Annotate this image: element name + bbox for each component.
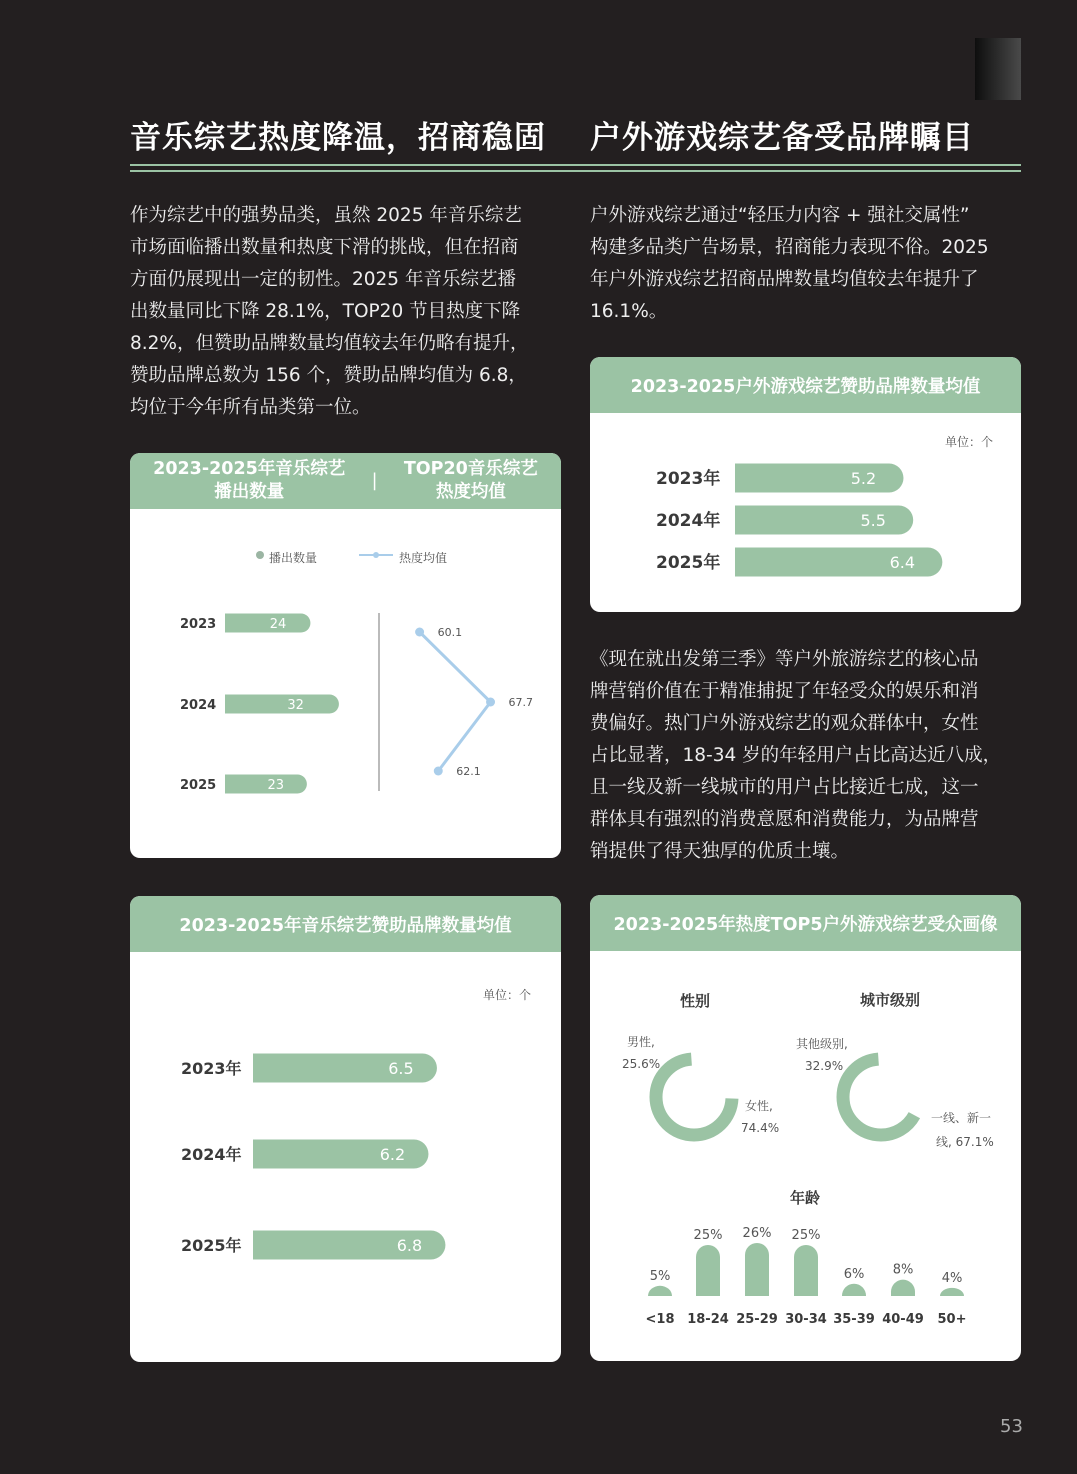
year-tick-label: 2023年 bbox=[656, 469, 721, 489]
heat-point-label: 60.1 bbox=[437, 626, 463, 639]
age-bar bbox=[891, 1280, 915, 1296]
sponsor-bar-value: 6.8 bbox=[396, 1236, 423, 1255]
year-tick-label: 2025年 bbox=[181, 1236, 242, 1255]
tier1-city-value: 线, 67.1% bbox=[936, 1135, 994, 1149]
paragraph-line: 群体具有强烈的消费意愿和消费能力，为品牌营 bbox=[590, 809, 979, 830]
broadcast-bar bbox=[225, 775, 307, 794]
paragraph-line: 《现在就出发第三季》等户外旅游综艺的核心品 bbox=[590, 649, 979, 670]
age-bar-value: 25% bbox=[693, 1228, 723, 1243]
female-label: 女性, bbox=[745, 1099, 773, 1113]
age-bar bbox=[794, 1245, 818, 1296]
male-value: 25.6% bbox=[622, 1057, 661, 1071]
card-header: 2023-2025年音乐综艺赞助品牌数量均值 bbox=[130, 896, 561, 952]
age-tick-label: <18 bbox=[645, 1312, 675, 1327]
age-bar bbox=[648, 1286, 672, 1296]
paragraph-line: 销提供了得天独厚的优质土壤。 bbox=[590, 841, 850, 862]
music-broadcast-card bbox=[130, 453, 561, 858]
heat-point bbox=[434, 767, 443, 776]
paragraph-line: 占比显著，18-34 岁的年轻用户占比高达近八成， bbox=[590, 745, 1002, 766]
outdoor-sponsor-plot bbox=[590, 357, 1021, 612]
age-tick-label: 18-24 bbox=[687, 1312, 729, 1327]
card-header: 2023-2025户外游戏综艺赞助品牌数量均值 bbox=[590, 357, 1021, 413]
heat-point bbox=[486, 698, 495, 707]
right-paragraph-2 bbox=[590, 644, 1022, 868]
paragraph-line: 牌营销价值在于精准捕捉了年轻受众的娱乐和消 bbox=[590, 681, 979, 702]
year-tick-label: 2024年 bbox=[656, 511, 721, 531]
legend-line-label: 热度均值 bbox=[399, 551, 448, 565]
paragraph-line: 且一线及新一线城市的用户占比接近七成，这一 bbox=[590, 777, 979, 798]
male-label: 男性, bbox=[627, 1035, 655, 1049]
left-paragraph bbox=[130, 200, 562, 424]
heading-rule-top bbox=[130, 164, 1021, 166]
sponsor-bar-value: 5.2 bbox=[850, 469, 877, 488]
age-bar bbox=[696, 1245, 720, 1296]
heat-point bbox=[415, 628, 424, 637]
year-tick-label: 2025年 bbox=[656, 553, 721, 573]
sponsor-bar bbox=[735, 506, 913, 535]
corner-tab-decoration bbox=[975, 38, 1021, 100]
unit-label: 单位：个 bbox=[945, 435, 994, 449]
title-line: 热度均值 bbox=[435, 482, 506, 502]
paragraph-line: 费偏好。热门户外游戏综艺的观众群体中，女性 bbox=[590, 713, 979, 734]
age-bar-value: 8% bbox=[892, 1262, 914, 1278]
card-header: 2023-2025年热度TOP5户外游戏综艺受众画像 bbox=[590, 895, 1021, 951]
age-bar-value: 5% bbox=[649, 1268, 671, 1284]
broadcast-bar bbox=[225, 614, 310, 633]
heat-point-label: 62.1 bbox=[456, 765, 481, 778]
female-value: 74.4% bbox=[741, 1121, 780, 1135]
paragraph-line: 方面仍展现出一定的韧性。2025 年音乐综艺播 bbox=[130, 269, 516, 290]
legend-bar-label: 播出数量 bbox=[269, 551, 318, 565]
year-tick-label: 2023 bbox=[180, 617, 217, 632]
other-city-value: 32.9% bbox=[805, 1059, 844, 1073]
age-tick-label: 40-49 bbox=[882, 1312, 924, 1327]
unit-label: 单位：个 bbox=[483, 988, 532, 1002]
age-tick-label: 25-29 bbox=[736, 1312, 778, 1327]
sponsor-bar-value: 6.2 bbox=[379, 1145, 406, 1164]
broadcast-bar-value: 23 bbox=[267, 778, 285, 793]
music-sponsor-card bbox=[130, 896, 561, 1362]
outdoor-sponsor-card bbox=[590, 357, 1021, 612]
heat-point-label: 67.7 bbox=[508, 696, 534, 709]
left-heading: 音乐综艺热度降温，招商稳固 bbox=[130, 120, 546, 156]
age-bar-value: 25% bbox=[791, 1228, 821, 1243]
page-number: 53 bbox=[1000, 1416, 1023, 1437]
age-bar-value: 6% bbox=[843, 1266, 865, 1282]
age-tick-label: 50+ bbox=[937, 1312, 967, 1327]
donut-slice bbox=[843, 1059, 919, 1135]
paragraph-line: 作为综艺中的强势品类，虽然 2025 年音乐综艺 bbox=[130, 205, 522, 226]
heading-rule-bottom bbox=[130, 170, 1021, 172]
paragraph-line: 出数量同比下降 28.1%，TOP20 节目热度下降 bbox=[130, 301, 521, 322]
gender-title: 性别 bbox=[680, 992, 711, 1010]
title-separator: | bbox=[371, 470, 378, 491]
paragraph-line: 8.2%，但赞助品牌数量均值较去年仍略有提升， bbox=[130, 333, 529, 354]
title-line: 播出数量 bbox=[214, 482, 285, 502]
paragraph-line: 年户外游戏综艺招商品牌数量均值较去年提升了 bbox=[590, 269, 979, 290]
tier1-city-label: 一线、新一 bbox=[931, 1111, 992, 1125]
paragraph-line: 户外游戏综艺通过“轻压力内容 + 强社交属性” bbox=[590, 205, 970, 226]
paragraph-line: 构建多品类广告场景，招商能力表现不俗。2025 bbox=[590, 237, 989, 258]
age-bar-value: 26% bbox=[742, 1225, 772, 1241]
right-paragraph-1 bbox=[590, 200, 1022, 328]
paragraph-line: 市场面临播出数量和热度下滑的挑战，但在招商 bbox=[130, 237, 519, 258]
audience-plot bbox=[590, 895, 1021, 1361]
age-title: 年龄 bbox=[790, 1189, 821, 1207]
music-sponsor-plot bbox=[130, 896, 561, 1362]
age-tick-label: 30-34 bbox=[785, 1312, 827, 1327]
year-tick-label: 2024 bbox=[180, 698, 217, 713]
age-bar bbox=[842, 1284, 866, 1296]
title-line: TOP20音乐综艺 bbox=[403, 459, 538, 479]
heat-line bbox=[420, 632, 491, 771]
paragraph-line: 赞助品牌总数为 156 个，赞助品牌均值为 6.8， bbox=[130, 365, 527, 386]
year-tick-label: 2025 bbox=[180, 778, 217, 793]
broadcast-bar-value: 24 bbox=[269, 617, 287, 632]
other-city-label: 其他级别, bbox=[796, 1037, 848, 1051]
sponsor-bar-value: 6.5 bbox=[388, 1059, 414, 1078]
sponsor-bar-value: 6.4 bbox=[889, 553, 916, 572]
paragraph-line: 16.1%。 bbox=[590, 301, 668, 322]
age-bar bbox=[745, 1243, 769, 1296]
donut-slice bbox=[656, 1059, 732, 1135]
broadcast-bar-value: 32 bbox=[287, 698, 304, 713]
broadcast-bar bbox=[225, 695, 339, 714]
age-tick-label: 35-39 bbox=[833, 1312, 875, 1327]
year-tick-label: 2023年 bbox=[181, 1059, 242, 1078]
broadcast-heat-plot bbox=[130, 453, 561, 858]
city-title: 城市级别 bbox=[860, 991, 921, 1009]
paragraph-line: 均位于今年所有品类第一位。 bbox=[130, 397, 371, 418]
title-line: 2023-2025年音乐综艺 bbox=[153, 459, 346, 479]
sponsor-bar bbox=[735, 464, 903, 493]
sponsor-bar-value: 5.5 bbox=[860, 511, 886, 530]
year-tick-label: 2024年 bbox=[181, 1145, 242, 1164]
age-bar bbox=[940, 1288, 964, 1296]
right-heading: 户外游戏综艺备受品牌瞩目 bbox=[590, 120, 974, 156]
age-bar-value: 4% bbox=[941, 1270, 963, 1286]
audience-profile-card bbox=[590, 895, 1021, 1361]
